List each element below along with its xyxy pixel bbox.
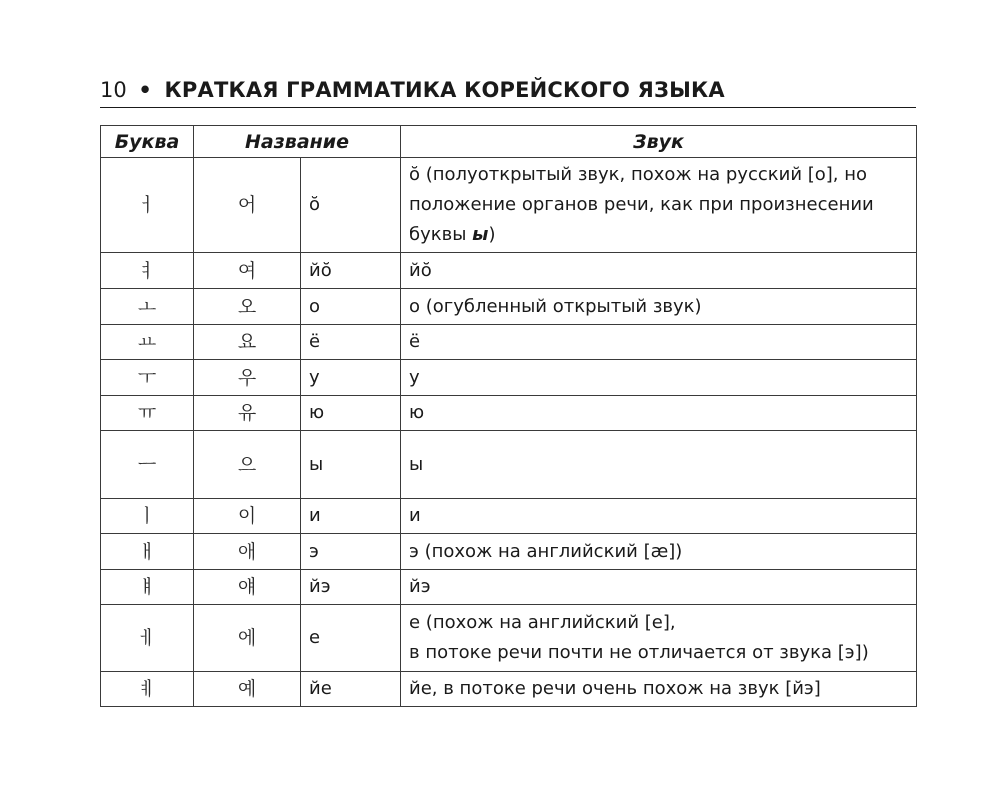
hangul-letter-cell: ㅕ	[101, 253, 194, 289]
sound-line	[409, 537, 906, 567]
table-header-row	[101, 126, 917, 158]
sound-description-cell	[401, 431, 917, 499]
sound-description-cell	[401, 672, 917, 707]
hangul-letter-cell: ㅓ	[101, 158, 194, 253]
page-number: 10	[100, 78, 127, 102]
sound-line	[409, 450, 906, 480]
table-row	[101, 360, 917, 396]
running-head	[100, 76, 916, 104]
korean-name-cell: 어	[194, 158, 301, 253]
sound-description-cell	[401, 570, 917, 605]
sound-line	[409, 256, 906, 286]
sound-description-cell	[401, 605, 917, 672]
hangul-letter-cell: ㅗ	[101, 289, 194, 325]
table-row	[101, 325, 917, 360]
sound-line	[409, 572, 906, 602]
russian-name-cell: йэ	[301, 570, 401, 605]
table-row	[101, 431, 917, 499]
russian-name-cell: йŏ	[301, 253, 401, 289]
russian-name-cell: и	[301, 499, 401, 534]
sound-description-cell	[401, 396, 917, 431]
table-body	[101, 158, 917, 707]
sound-line-text: и	[409, 505, 421, 526]
hangul-letter-cell: ㅛ	[101, 325, 194, 360]
korean-name-cell: 으	[194, 431, 301, 499]
sound-description-cell	[401, 325, 917, 360]
hangul-letter-cell: ㅡ	[101, 431, 194, 499]
sound-line-text: ы	[409, 453, 424, 475]
sound-description-cell	[401, 253, 917, 289]
korean-name-cell: 우	[194, 360, 301, 396]
korean-name-cell: 유	[194, 396, 301, 431]
russian-name-cell: у	[301, 360, 401, 396]
sound-line	[409, 292, 906, 322]
header-rule	[100, 107, 916, 108]
page-title: КРАТКАЯ ГРАММАТИКА КОРЕЙСКОГО ЯЗЫКА	[164, 78, 725, 102]
sound-line	[409, 160, 906, 190]
sound-line	[409, 501, 906, 531]
sound-description-cell	[401, 499, 917, 534]
russian-name-cell: о	[301, 289, 401, 325]
sound-line	[409, 327, 906, 357]
sound-line-text: ŏ (полуоткрытый звук, похож на русский [o], но	[409, 164, 868, 185]
korean-name-cell: 이	[194, 499, 301, 534]
korean-name-cell: 여	[194, 253, 301, 289]
korean-name-cell: 애	[194, 534, 301, 570]
hangul-letter-cell: ㅠ	[101, 396, 194, 431]
table-row	[101, 605, 917, 672]
vowel-table	[100, 125, 917, 707]
column-header-name: Название	[194, 126, 401, 158]
bullet-separator: •	[138, 78, 152, 102]
table-row	[101, 499, 917, 534]
korean-name-cell: 에	[194, 605, 301, 672]
hangul-letter-cell: ㅒ	[101, 570, 194, 605]
hangul-letter-cell: ㅖ	[101, 672, 194, 707]
sound-description-cell	[401, 158, 917, 253]
sound-line-text: ё	[409, 331, 421, 352]
table-row	[101, 289, 917, 325]
sound-line	[409, 220, 906, 250]
sound-line-text: о (огубленный открытый звук)	[409, 295, 702, 317]
russian-name-cell: ю	[301, 396, 401, 431]
sound-description-cell	[401, 289, 917, 325]
sound-line-text: э (похож на английский [æ])	[409, 540, 683, 562]
russian-name-cell: ы	[301, 431, 401, 499]
sound-description-cell	[401, 534, 917, 570]
column-header-sound: Звук	[401, 126, 917, 158]
sound-line	[409, 363, 906, 393]
table-row	[101, 396, 917, 431]
sound-line	[409, 398, 906, 428]
table-row	[101, 570, 917, 605]
sound-line	[409, 638, 906, 668]
table-row	[101, 253, 917, 289]
russian-name-cell: е	[301, 605, 401, 672]
korean-name-cell: 요	[194, 325, 301, 360]
table-row	[101, 534, 917, 570]
hangul-letter-cell: ㅔ	[101, 605, 194, 672]
sound-line-tail: )	[488, 224, 496, 245]
sound-line-text: йэ	[409, 576, 431, 597]
russian-name-cell: ё	[301, 325, 401, 360]
hangul-letter-cell: ㅜ	[101, 360, 194, 396]
sound-line-text: в потоке речи почти не отличается от звука [э])	[409, 642, 869, 663]
russian-name-cell: э	[301, 534, 401, 570]
table-row	[101, 672, 917, 707]
sound-emphasis: ы	[472, 224, 489, 245]
korean-name-cell: 얘	[194, 570, 301, 605]
sound-line-text: йе, в потоке речи очень похож на звук [йэ]	[409, 678, 821, 699]
russian-name-cell: йе	[301, 672, 401, 707]
sound-line-text: положение органов речи, как при произнесении	[409, 194, 874, 215]
table-row	[101, 158, 917, 253]
sound-line-text: е (похож на английский [e],	[409, 612, 676, 633]
hangul-letter-cell: ㅐ	[101, 534, 194, 570]
sound-line	[409, 608, 906, 638]
sound-line	[409, 190, 906, 220]
korean-name-cell: 오	[194, 289, 301, 325]
russian-name-cell: ŏ	[301, 158, 401, 253]
sound-line	[409, 674, 906, 704]
korean-name-cell: 예	[194, 672, 301, 707]
sound-line-text: ю	[409, 402, 425, 423]
column-header-letter: Буква	[101, 126, 194, 158]
sound-description-cell	[401, 360, 917, 396]
sound-line-text: буквы	[409, 224, 473, 245]
hangul-letter-cell: ㅣ	[101, 499, 194, 534]
sound-line-text: йŏ	[409, 259, 432, 281]
sound-line-text: у	[409, 366, 420, 388]
